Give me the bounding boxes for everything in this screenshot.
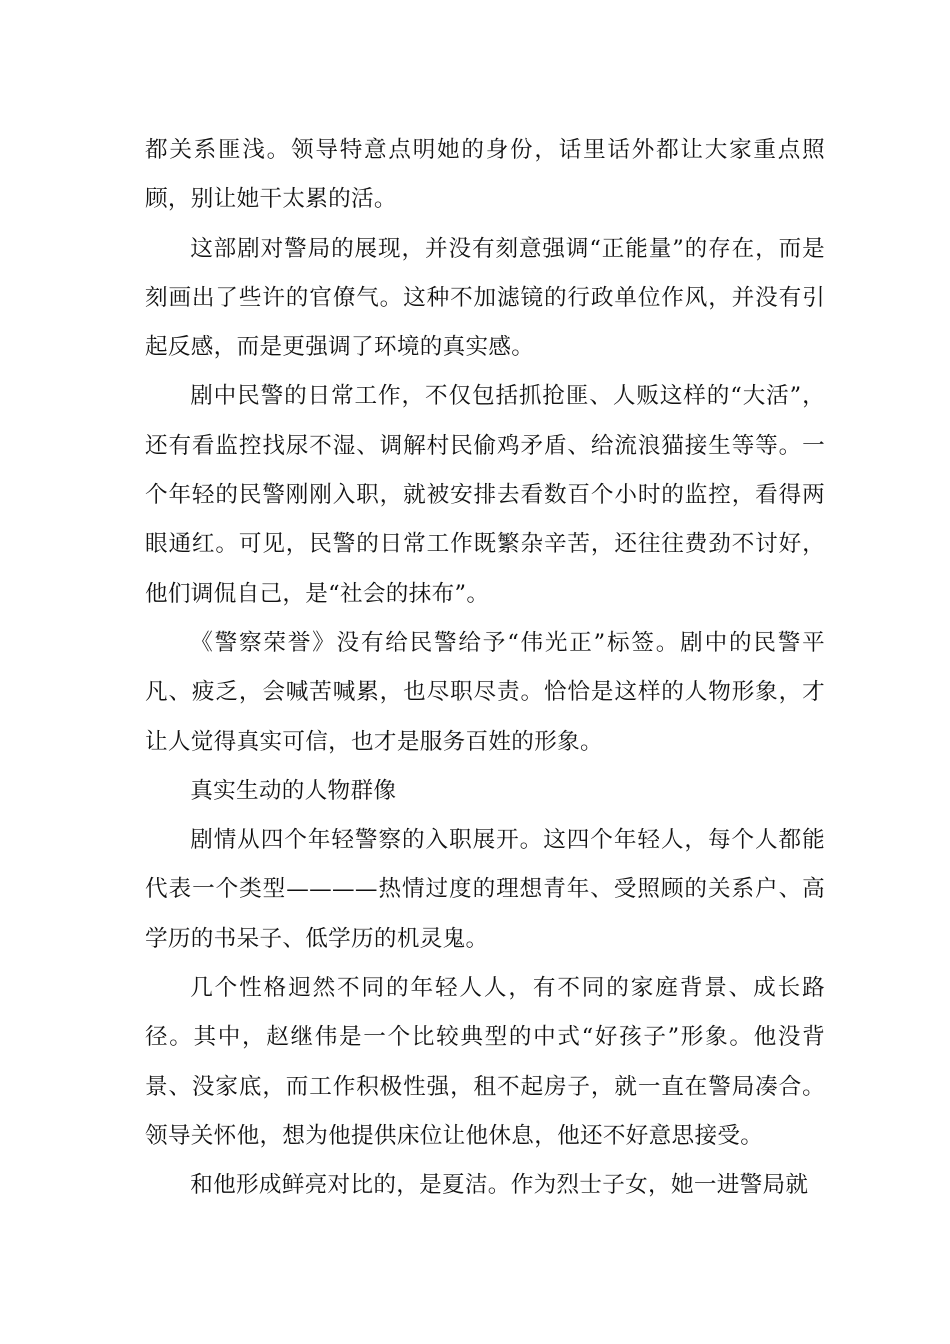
paragraph-continuation: 都关系匪浅。领导特意点明她的身份，话里话外都让大家重点照顾，别让她干太累的活。: [145, 137, 825, 213]
paragraph-police-honor: 《警察荣誉》没有给民警给予“伟光正”标签。剧中的民警平凡、疲乏，会喊苦喊累，也尽职尽责。恰恰是这样的人物形象，才让人觉得真实可信，也才是服务百姓的形象。: [145, 629, 825, 755]
document-body: [145, 126, 825, 1211]
section-heading: 真实生动的人物群像: [190, 777, 397, 804]
paragraph-xia-jie: 和他形成鲜亮对比的，是夏洁。作为烈士子女，她一进警局就: [190, 1172, 809, 1199]
paragraph-police-bureau-portrayal: 这部剧对警局的展现，并没有刻意强调“正能量”的存在，而是刻画出了些许的官僚气。这种不加滤镜的行政单位作风，并没有引起反感，而是更强调了环境的真实感。: [145, 235, 825, 361]
paragraph-daily-work: 剧中民警的日常工作，不仅包括抓抢匪、人贩这样的“大活”，还有看监控找尿不湿、调解村民偷鸡矛盾、给流浪猫接生等等。一个年轻的民警刚刚入职，就被安排去看数百个小时的监控，看得两眼通红。可见，民警的日常工作既繁杂辛苦，还往往费劲不讨好，他们调侃自己，是“社会的抹布”。: [145, 383, 825, 607]
paragraph-four-young-officers: 剧情从四个年轻警察的入职展开。这四个年轻人，每个人都能代表一个类型————热情过度的理想青年、受照顾的关系户、高学历的书呆子、低学历的机灵鬼。: [145, 827, 825, 952]
paragraph-zhao-jiwei: 几个性格迥然不同的年轻人人，有不同的家庭背景、成长路径。其中，赵继伟是一个比较典型的中式“好孩子”形象。他没背景、没家底，而工作积极性强，租不起房子，就一直在警局凑合。领导关怀他，想为他提供床位让他休息，他还不好意思接受。: [145, 975, 825, 1149]
